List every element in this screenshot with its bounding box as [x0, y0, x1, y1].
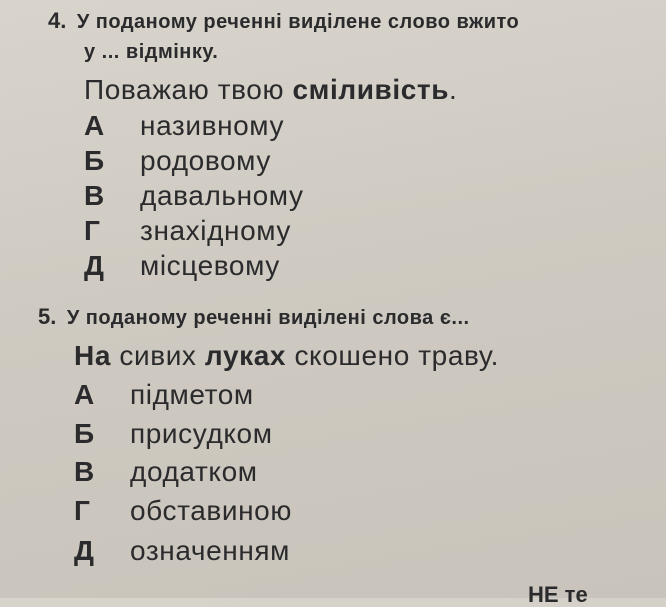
option-letter: Б: [84, 145, 105, 176]
question-5-number: 5.: [38, 304, 57, 329]
option-letter: Г: [84, 215, 100, 246]
option-text: означенням: [130, 535, 291, 566]
question-4-option-a[interactable]: [84, 112, 284, 140]
option-text: підметом: [130, 379, 254, 410]
option-letter: В: [74, 456, 95, 487]
option-text: називному: [140, 110, 285, 141]
next-question-cutoff: НЕ те: [528, 582, 588, 607]
option-text: знахідному: [140, 215, 292, 246]
question-5-prompt: У поданому реченні виділені слова є...: [66, 307, 470, 329]
question-4-sentence-after: .: [449, 74, 458, 105]
question-5-sentence-end: скошено траву.: [286, 340, 500, 371]
question-4-option-e[interactable]: [84, 252, 280, 280]
question-5-option-a[interactable]: [74, 381, 254, 409]
question-4-number: 4.: [48, 8, 67, 33]
question-4-sentence: [84, 76, 457, 104]
question-4-option-d[interactable]: [84, 217, 291, 245]
option-text: присудком: [130, 418, 273, 449]
option-letter: Б: [74, 418, 95, 449]
option-letter: Г: [74, 495, 90, 526]
question-5-header: [38, 306, 470, 328]
question-5-option-e[interactable]: [74, 537, 290, 565]
question-5-option-b[interactable]: [74, 420, 273, 448]
question-4-sentence-before: Поважаю твою: [84, 74, 293, 105]
question-4-option-c[interactable]: [84, 182, 304, 210]
question-4-header: [48, 10, 519, 32]
question-4-prompt-line1: У поданому реченні виділене слово вжито: [76, 11, 520, 33]
option-letter: Д: [84, 250, 104, 281]
option-letter: А: [84, 110, 105, 141]
option-letter: А: [74, 379, 95, 410]
option-text: родовому: [140, 145, 271, 176]
question-5-option-d[interactable]: [74, 497, 292, 525]
question-5-highlighted-word-1: На: [74, 340, 111, 371]
question-4-highlighted-word: сміливість: [292, 74, 450, 105]
option-text: давальному: [140, 180, 304, 211]
option-letter: Д: [74, 535, 94, 566]
question-5-option-c[interactable]: [74, 458, 258, 486]
question-5-sentence: [74, 342, 499, 370]
question-5-highlighted-word-2: луках: [204, 340, 287, 371]
question-4-option-b[interactable]: [84, 147, 271, 175]
question-4-prompt-line2: у ... відмінку.: [84, 41, 219, 63]
question-5-sentence-middle: сивих: [111, 340, 205, 371]
option-text: додатком: [130, 456, 258, 487]
option-text: місцевому: [140, 250, 280, 281]
option-letter: В: [84, 180, 105, 211]
option-text: обставиною: [130, 495, 292, 526]
